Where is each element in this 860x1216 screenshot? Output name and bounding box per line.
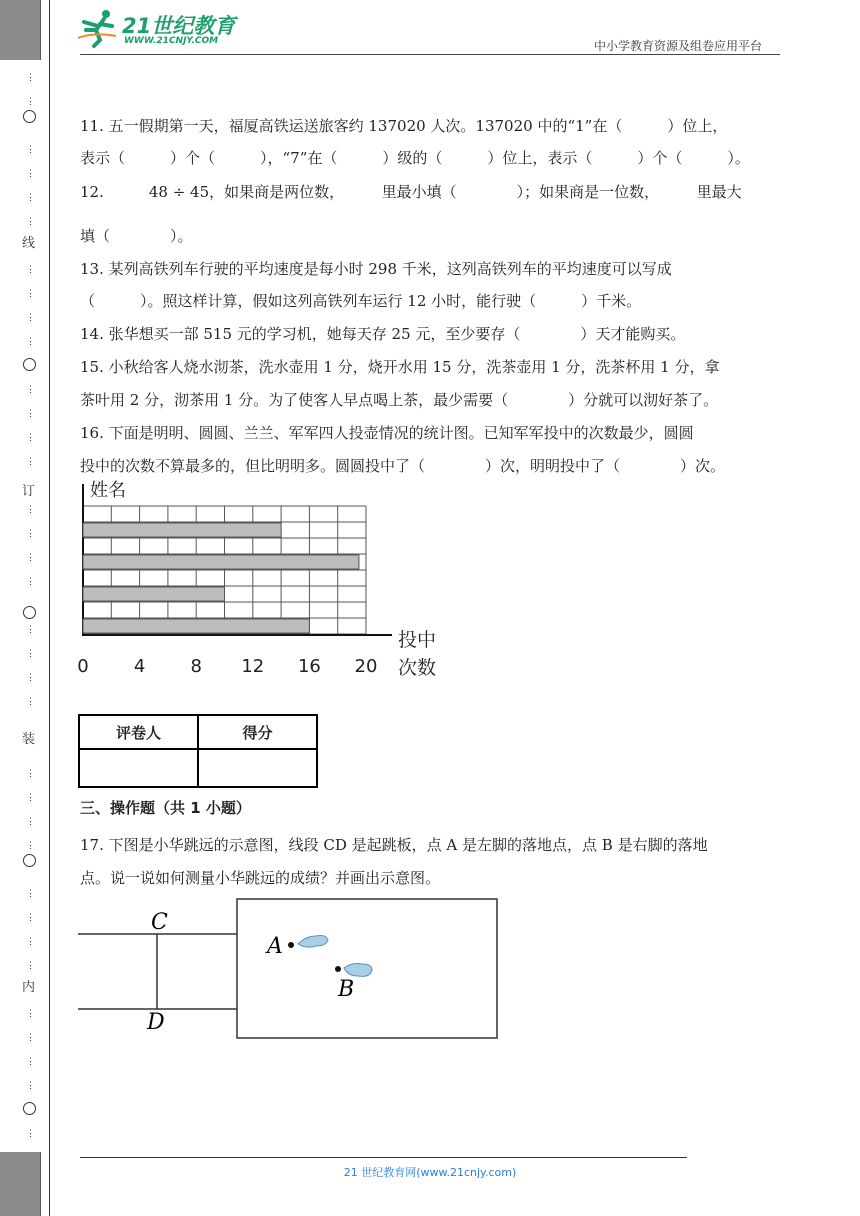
x-tick-label: 20 <box>354 656 378 677</box>
chart-xlabel-line2: 次数 <box>398 657 437 679</box>
binding-char: 线 <box>22 236 36 251</box>
binding-dots: ⋮ <box>26 1057 35 1067</box>
x-tick-label: 12 <box>241 656 265 677</box>
score-table-grader-cell[interactable] <box>79 749 198 787</box>
binding-circle <box>23 1102 36 1115</box>
binding-circle <box>23 854 36 867</box>
binding-circle <box>23 110 36 123</box>
binding-dots: ⋮ <box>26 553 35 563</box>
binding-dots: ⋮ <box>26 145 35 155</box>
q17-line1: 17. 下图是小华跳远的示意图，线段 CD 是起跳板，点 A 是左脚的落地点，点 B 是右脚的落地 <box>80 836 708 854</box>
left-footprint-icon <box>298 936 328 948</box>
chart-bar <box>83 619 309 633</box>
q14: 14. 张华想买一部 515 元的学习机，她每天存 25 元，至少要存（ ）天才能购买。 <box>80 325 686 343</box>
logo-text: 21世纪教育 <box>122 14 236 38</box>
binding-dots: ⋮ <box>26 673 35 683</box>
chart-ylabel: 姓名 <box>90 480 126 501</box>
score-table <box>78 714 318 788</box>
binding-dots: ⋮ <box>26 433 35 443</box>
binding-dots: ⋮ <box>26 625 35 635</box>
runner-logo-icon <box>76 8 122 48</box>
binding-dots: ⋮ <box>26 505 35 515</box>
chart-xlabel-line1: 投中 <box>398 629 437 651</box>
binding-dots: ⋮ <box>26 1033 35 1043</box>
chart-bars <box>83 523 359 633</box>
x-tick-label: 8 <box>190 656 202 677</box>
site-logo <box>76 6 246 50</box>
binding-dots: ⋮ <box>26 529 35 539</box>
header-right-text: 中小学教育资源及组卷应用平台 <box>594 39 763 53</box>
score-table-grader-header: 评卷人 <box>79 715 198 749</box>
binding-dots: ⋮ <box>26 961 35 971</box>
header-divider <box>80 54 780 55</box>
q15-line2: 茶叶用 2 分，沏茶用 1 分。为了使客人早点喝上茶，最少需要（ ）分就可以沏好茶了。 <box>80 391 719 409</box>
label-b: B <box>338 977 355 1002</box>
binding-dots: ⋮ <box>26 457 35 467</box>
binding-dots: ⋮ <box>26 97 35 107</box>
binding-dots: ⋮ <box>26 169 35 179</box>
binding-dots: ⋮ <box>26 409 35 419</box>
binding-char: 订 <box>22 484 36 499</box>
binding-dots: ⋮ <box>26 817 35 827</box>
q11-line1: 11. 五一假期第一天，福厦高铁运送旅客约 137020 人次。137020 中的“1”在（ ）位上， <box>80 117 728 135</box>
q11-line2: 表示（ ）个（ ），“7”在（ ）级的（ ）位上，表示（ ）个（ ）。 <box>80 149 750 167</box>
q17-line2: 点。说一说如何测量小华跳远的成绩？并画出示意图。 <box>80 869 441 887</box>
section3-title: 三、操作题（共 1 小题） <box>80 799 251 817</box>
binding-char: 装 <box>22 732 36 747</box>
x-tick-label: 16 <box>297 656 321 677</box>
chart-bar <box>83 523 281 537</box>
binding-dots: ⋮ <box>26 337 35 347</box>
binding-dots: ⋮ <box>26 265 35 275</box>
label-c: C <box>151 910 168 935</box>
label-d: D <box>147 1010 165 1035</box>
q16-line1: 16. 下面是明明、圆圆、兰兰、军军四人投壶情况的统计图。已知军军投中的次数最少，圆圆 <box>80 424 694 442</box>
binding-strip-top <box>0 0 41 60</box>
binding-dots: ⋮ <box>26 289 35 299</box>
binding-dots: ⋮ <box>26 313 35 323</box>
binding-dots: ⋮ <box>26 1081 35 1091</box>
score-table-score-cell[interactable] <box>198 749 317 787</box>
label-a: A <box>267 934 283 959</box>
chart-bar <box>83 587 225 601</box>
binding-dots: ⋮ <box>26 697 35 707</box>
chart-bar <box>83 555 359 569</box>
binding-dots: ⋮ <box>26 1129 35 1139</box>
q16-line2: 投中的次数不算最多的，但比明明多。圆圆投中了（ ）次，明明投中了（ ）次。 <box>80 457 726 475</box>
q15-line1: 15. 小秋给客人烧水沏茶，洗水壶用 1 分，烧开水用 15 分，洗茶壶用 1 分，洗茶杯用 1 分，拿 <box>80 358 720 376</box>
binding-dots: ⋮ <box>26 937 35 947</box>
footer-text: 21 世纪教育网(www.21cnjy.com) <box>343 1166 517 1179</box>
binding-strip-bottom <box>0 1152 41 1216</box>
binding-dots: ⋮ <box>26 841 35 851</box>
binding-dots: ⋮ <box>26 649 35 659</box>
binding-dots: ⋮ <box>26 217 35 227</box>
binding-circle <box>23 606 36 619</box>
binding-dots: ⋮ <box>26 913 35 923</box>
binding-dots: ⋮ <box>26 193 35 203</box>
q12-line1: 12. 48 ÷ 45，如果商是两位数， 里最小填（ ）；如果商是一位数， 里最大 <box>80 183 742 201</box>
binding-char: 内 <box>22 980 36 995</box>
long-jump-diagram <box>76 896 501 1041</box>
x-tick-label: 0 <box>77 656 89 677</box>
footer-divider <box>80 1157 687 1158</box>
chart-ticks <box>77 656 377 677</box>
q13-line1: 13. 某列高铁列车行驶的平均速度是每小时 298 千米，这列高铁列车的平均速度可以写成 <box>80 260 672 278</box>
q13-line2: （ ）。照这样计算，假如这列高铁列车运行 12 小时，能行驶（ ）千米。 <box>80 292 642 310</box>
binding-dots: ⋮ <box>26 577 35 587</box>
binding-dots: ⋮ <box>26 385 35 395</box>
binding-circle <box>23 358 36 371</box>
binding-line <box>49 0 50 1216</box>
q12-line2: 填（ ）。 <box>80 227 193 245</box>
binding-dots: ⋮ <box>26 793 35 803</box>
binding-dots: ⋮ <box>26 1009 35 1019</box>
x-tick-label: 4 <box>133 656 146 677</box>
binding-dots: ⋮ <box>26 73 35 83</box>
throw-count-chart <box>70 476 460 682</box>
binding-dots: ⋮ <box>26 769 35 779</box>
right-footprint-icon <box>344 964 372 977</box>
logo-url: WWW.21CNJY.COM <box>124 36 219 46</box>
binding-dots: ⋮ <box>26 889 35 899</box>
score-table-score-header: 得分 <box>198 715 317 749</box>
